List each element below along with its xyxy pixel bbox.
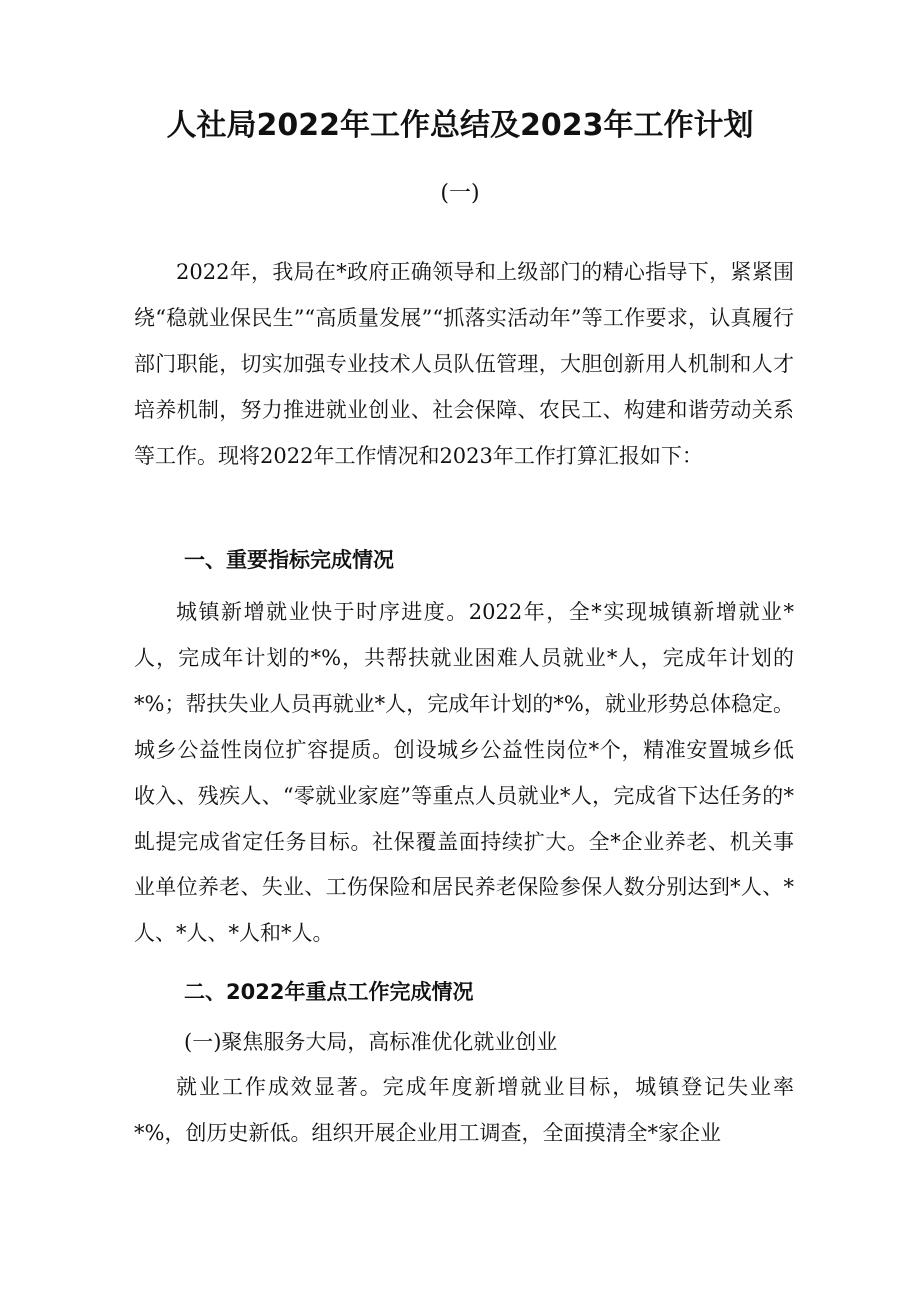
section-heading-key-work: 二、2022年重点工作完成情况 bbox=[184, 980, 474, 1004]
section-heading-indicators: 一、重要指标完成情况 bbox=[184, 548, 394, 572]
document-subtitle: (一) bbox=[440, 181, 480, 206]
paragraph-intro: 2022年，我局在*政府正确领导和上级部门的精心指导下，紧紧围绕“稳就业保民生”“高质量发展”“抓落实活动年”等工作要求，认真履行部门职能，切实加强专业技术人员队伍管理，大胆创新用人机制和人才培养机制，努力推进就业创业、社会保障、农民工、构建和谐劳动关系等工作。现将2022年工作情况和2023年工作打算汇报如下： bbox=[134, 260, 794, 468]
paragraph-employment: 就业工作成效显著。完成年度新增就业目标，城镇登记失业率*%，创历史新低。组织开展企业用工调查，全面摸清全*家企业 bbox=[134, 1075, 794, 1145]
document-title: 人社局2022年工作总结及2023年工作计划 bbox=[166, 108, 754, 143]
paragraph-indicators: 城镇新增就业快于时序进度。2022年，全*实现城镇新增就业*人，完成年计划的*%，共帮扶就业困难人员就业*人，完成年计划的*%；帮扶失业人员再就业*人，完成年计划的*%，就业形势总体稳定。城乡公益性岗位扩容提质。创设城乡公益性岗位*个，精准安置城乡低收入、残疾人、“零就业家庭”等重点人员就业*人，完成省下达任务的*虬提完成省定任务目标。社保覆盖面持续扩大。全*企业养老、机关事业单位养老、失业、工伤保险和居民养老保险参保人数分别达到*人、*人、*人、*人和*人。 bbox=[134, 600, 794, 946]
subsection-heading-employment: (一)聚焦服务大局，高标准优化就业创业 bbox=[184, 1030, 558, 1054]
